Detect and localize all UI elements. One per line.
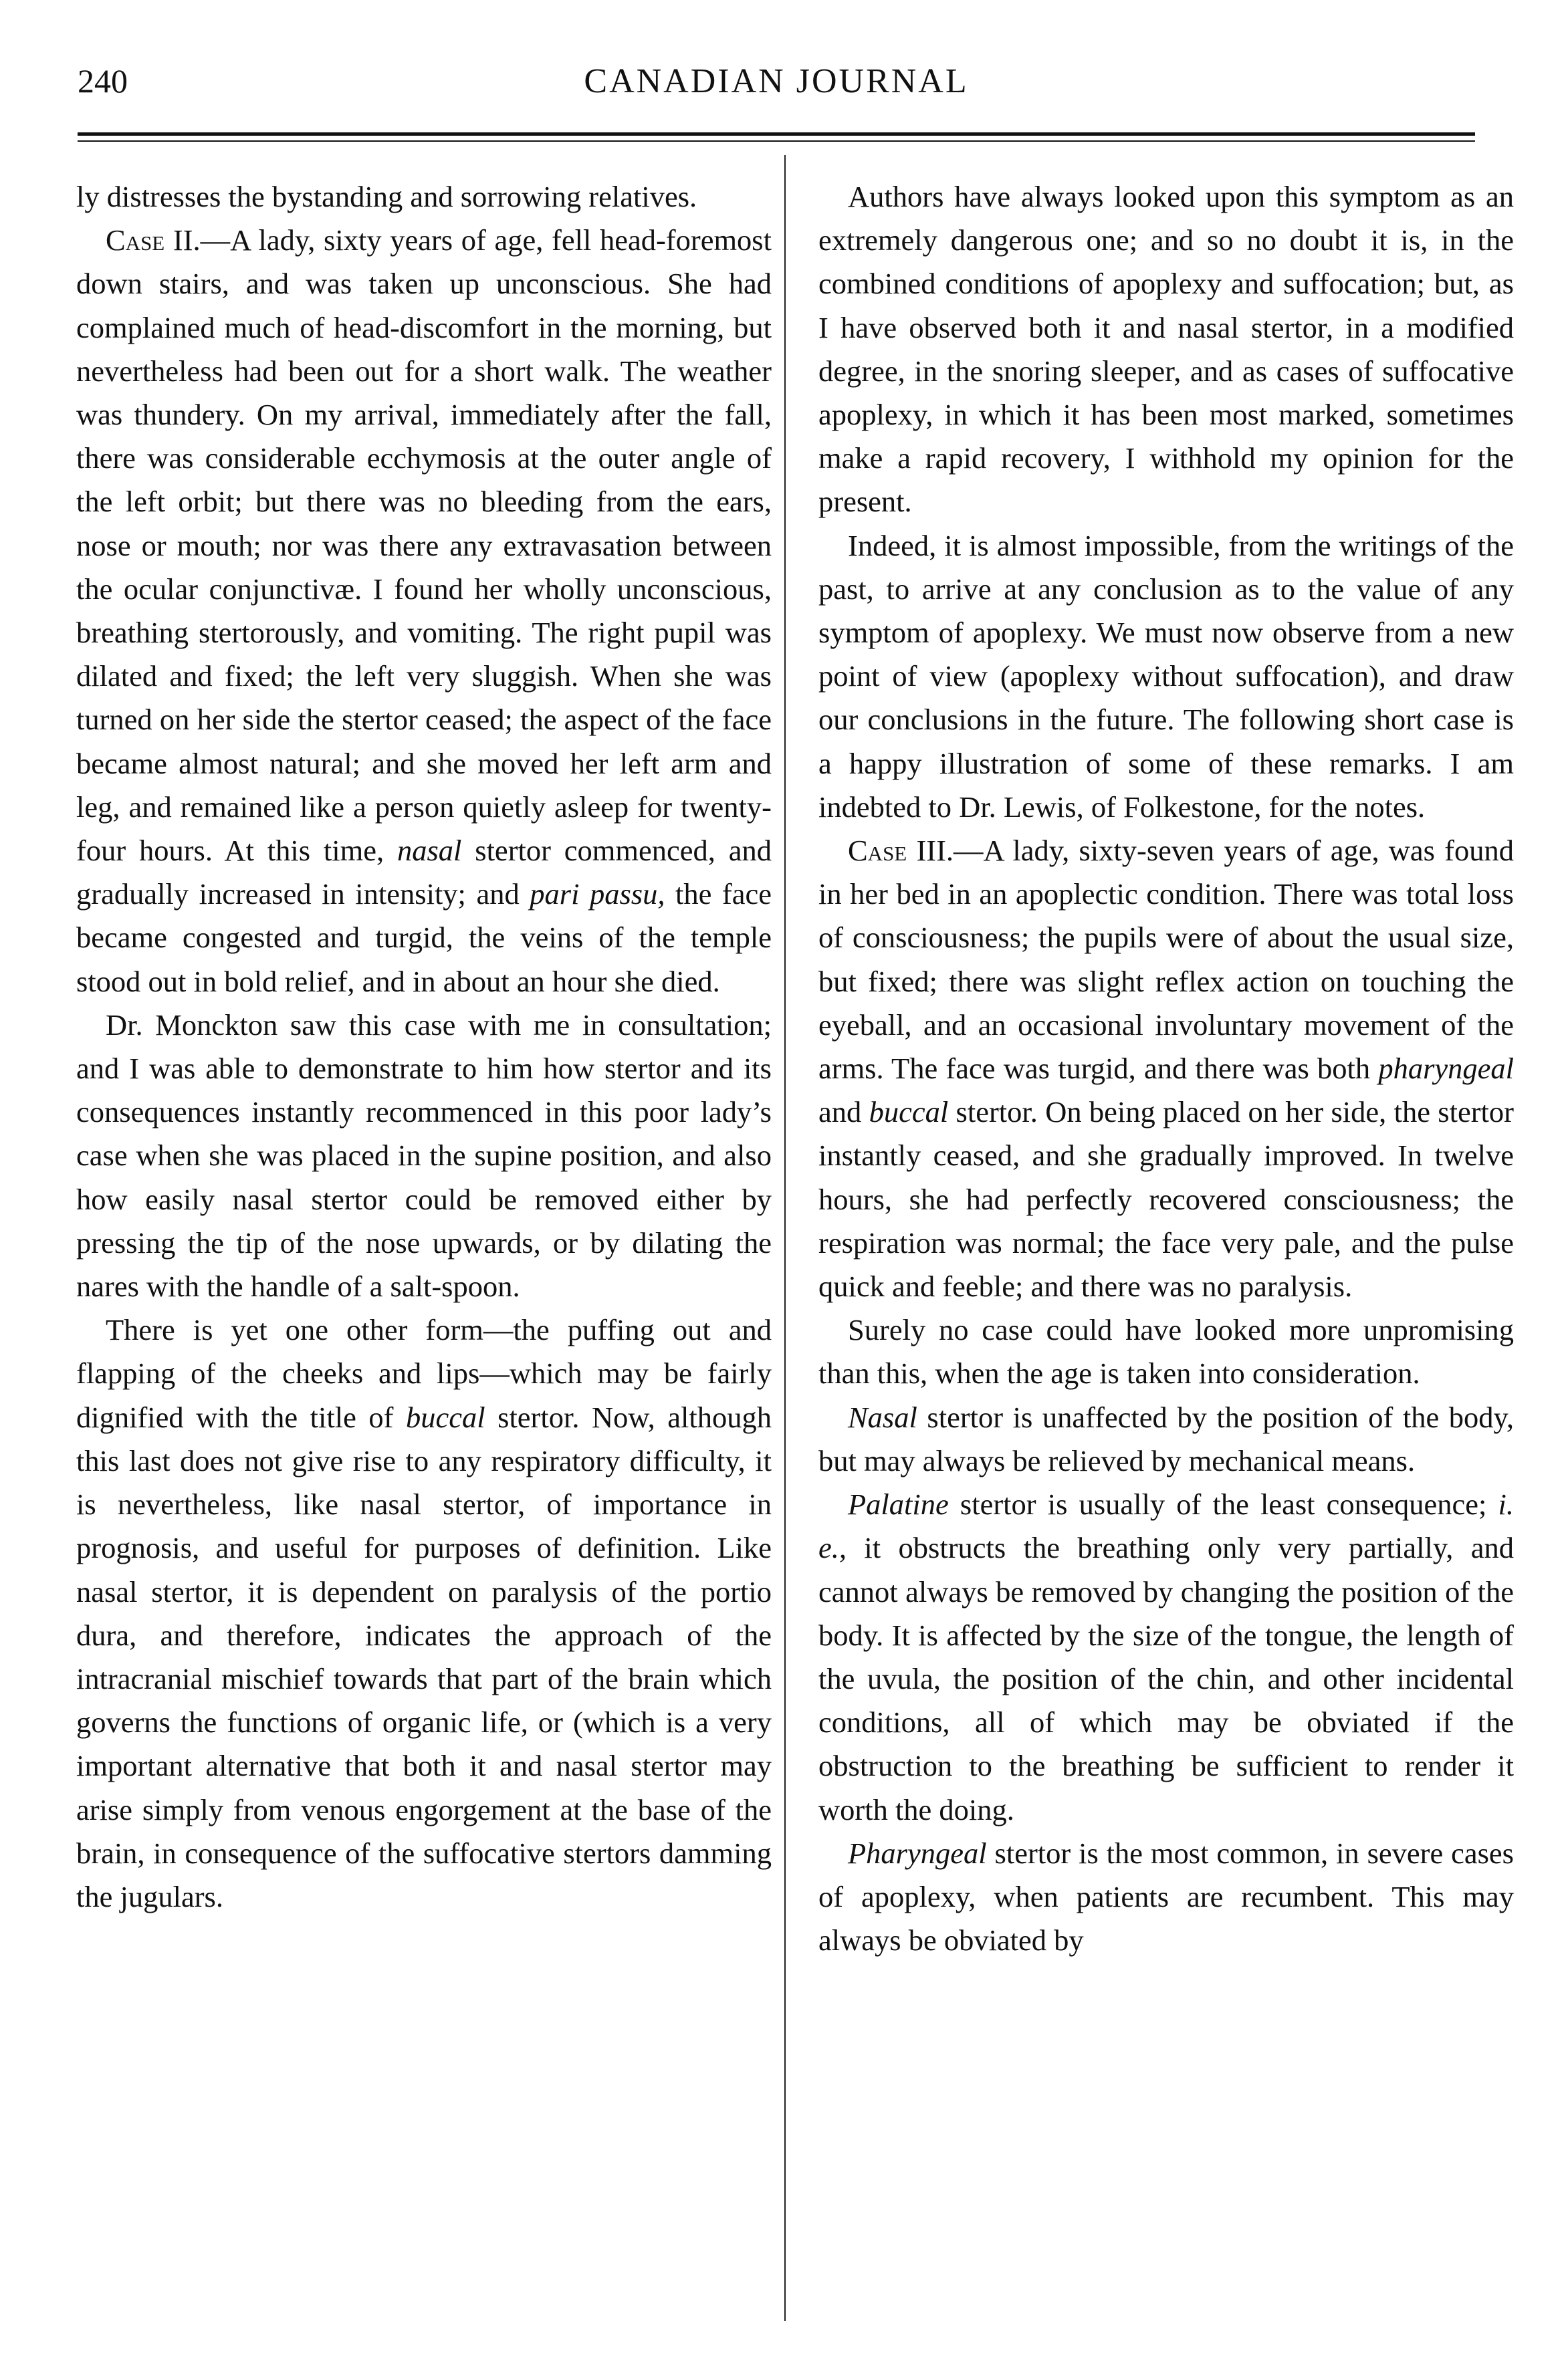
paragraph: Indeed, it is almost impossible, from the writings of the past, to arrive at any conclusion as to the value of any symptom of apoplexy. We must now observe from a new point of view (apoplexy without suffocation), and draw our conclusions in the future. The following short case is a happy illustration of some of these remarks. I am indebted to Dr. Lewis, of Folkestone, for the notes. xyxy=(818,528,1514,824)
paragraph xyxy=(818,1483,1514,1832)
case-label: Case III. xyxy=(848,834,954,868)
left-column xyxy=(76,175,772,1919)
paragraph-text: stertor commenced, and gradually increased in intensity; and xyxy=(76,834,772,911)
italic-term: nasal xyxy=(397,834,462,868)
paragraph xyxy=(818,1832,1514,1963)
italic-term: buccal xyxy=(869,1095,949,1129)
header-rule-thin xyxy=(78,140,1475,142)
italic-term: Nasal xyxy=(848,1400,917,1434)
italic-term: pharyngeal xyxy=(1378,1052,1514,1086)
paragraph-text: stertor is the most common, in severe cases of apoplexy, when patients are recumbent. This may always be obviated by xyxy=(818,1836,1514,1957)
paragraph-text: stertor. Now, although this last does not give rise to any respiratory difficulty, it is nevertheless, like nasal stertor, of importance in prognosis, and useful for purposes of definition. Like nasal stertor, it is dependent on paralysis of the portio dura, and therefore, indicates the approach of the intracranial mischief towards that part of the brain which governs the functions of organic life, or (which is a very important alternative that both it and nasal stertor may arise simply from venous engorgement at the base of the brain, in consequence of the suffocative stertors damming the jugulars. xyxy=(76,1400,772,1913)
italic-term: pari passu, xyxy=(530,877,665,911)
italic-term: Pharyngeal xyxy=(848,1836,987,1870)
paragraph: Authors have always looked upon this symptom as an extremely dangerous one; and so no doubt it is, in the combined conditions of apoplexy and suffocation; but, as I have observed both it and nasal stertor, in a modified degree, in the snoring sleeper, and as cases of suffocative apoplexy, in which it has been most marked, sometimes make a rapid recovery, I withhold my opinion for the present. xyxy=(818,180,1514,519)
right-column xyxy=(818,175,1514,1962)
header-rule-thick xyxy=(78,132,1475,136)
italic-term: Palatine xyxy=(848,1488,949,1522)
paragraph-text: stertor. On being placed on her side, the stertor instantly ceased, and she gradually improved. In twelve hours, she had perfectly recovered consciousness; the respiration was normal; the face very pale, and the pulse quick and feeble; and there was no paralysis. xyxy=(818,1095,1514,1304)
paragraph: Dr. Monckton saw this case with me in consultation; and I was able to demonstrate to him how stertor and its consequences instantly recommenced in this poor lady’s case when she was placed in the supine position, and also how easily nasal stertor could be removed either by pressing the tip of the nose upwards, or by dilating the nares with the handle of a salt-spoon. xyxy=(76,1007,772,1304)
paragraph-case-3 xyxy=(818,829,1514,1308)
paragraph xyxy=(76,1308,772,1919)
paragraph-text: —A lady, sixty years of age, fell head-foremost down stairs, and was taken up unconscious. She had complained much of head-discomfort in the morning, but nevertheless had been out for a short walk. The weather was thundery. On my arrival, immediately after the fall, there was considerable ecchymosis at the outer angle of the left orbit; but there was no bleeding from the ears, nose or mouth; nor was there any extravasation between the ocular conjunctivæ. I found her wholly unconscious, breathing stertorously, and vomiting. The right pupil was dilated and fixed; the left very sluggish. When she was turned on her side the stertor ceased; the aspect of the face became almost natural; and she moved her left arm and leg, and remained like a person quietly asleep for twenty-four hours. At this time, xyxy=(76,223,772,868)
paragraph: ly distresses the bystanding and sorrowing relatives. xyxy=(76,180,697,213)
italic-term: buccal xyxy=(405,1400,485,1434)
paragraph-text: —A lady, sixty-seven years of age, was found in her bed in an apoplectic condition. There was total loss of consciousness; the pupils were of about the usual size, but fixed; there was slight reflex action on touching the eyeball, and an occasional involuntary movement of the arms. The face was turgid, and there was both xyxy=(818,834,1514,1086)
paragraph-text: stertor is usually of the least consequence; xyxy=(948,1488,1498,1522)
paragraph-text: it obstructs the breathing only very partially, and cannot always be removed by changing the position of the body. It is affected by the size of the tongue, the length of the uvula, the position of the chin, and other incidental conditions, all of which may be obviated if the obstruction to the breathing be sufficient to render it worth the doing. xyxy=(818,1531,1514,1826)
case-label: Case II. xyxy=(106,223,201,257)
paragraph-case-2 xyxy=(76,219,772,1003)
column-divider xyxy=(784,155,786,2321)
paragraph-text: and xyxy=(818,1095,869,1129)
italic-term: i. e., xyxy=(818,1488,1514,1565)
page-number: 240 xyxy=(78,62,128,100)
paragraph-text: There is yet one other form—the puffing out and flapping of the cheeks and lips—which may be fairly dignified with the title of xyxy=(76,1313,772,1434)
page-header xyxy=(78,62,1475,108)
paragraph-text: the face became congested and turgid, the veins of the temple stood out in bold relief, and in about an hour she died. xyxy=(76,877,772,998)
running-title: CANADIAN JOURNAL xyxy=(584,62,969,100)
paragraph-text: stertor is unaffected by the position of the body, but may always be relieved by mechanical means. xyxy=(818,1400,1514,1477)
paragraph xyxy=(818,1396,1514,1483)
paragraph: Surely no case could have looked more unpromising than this, when the age is taken into consideration. xyxy=(818,1313,1514,1391)
